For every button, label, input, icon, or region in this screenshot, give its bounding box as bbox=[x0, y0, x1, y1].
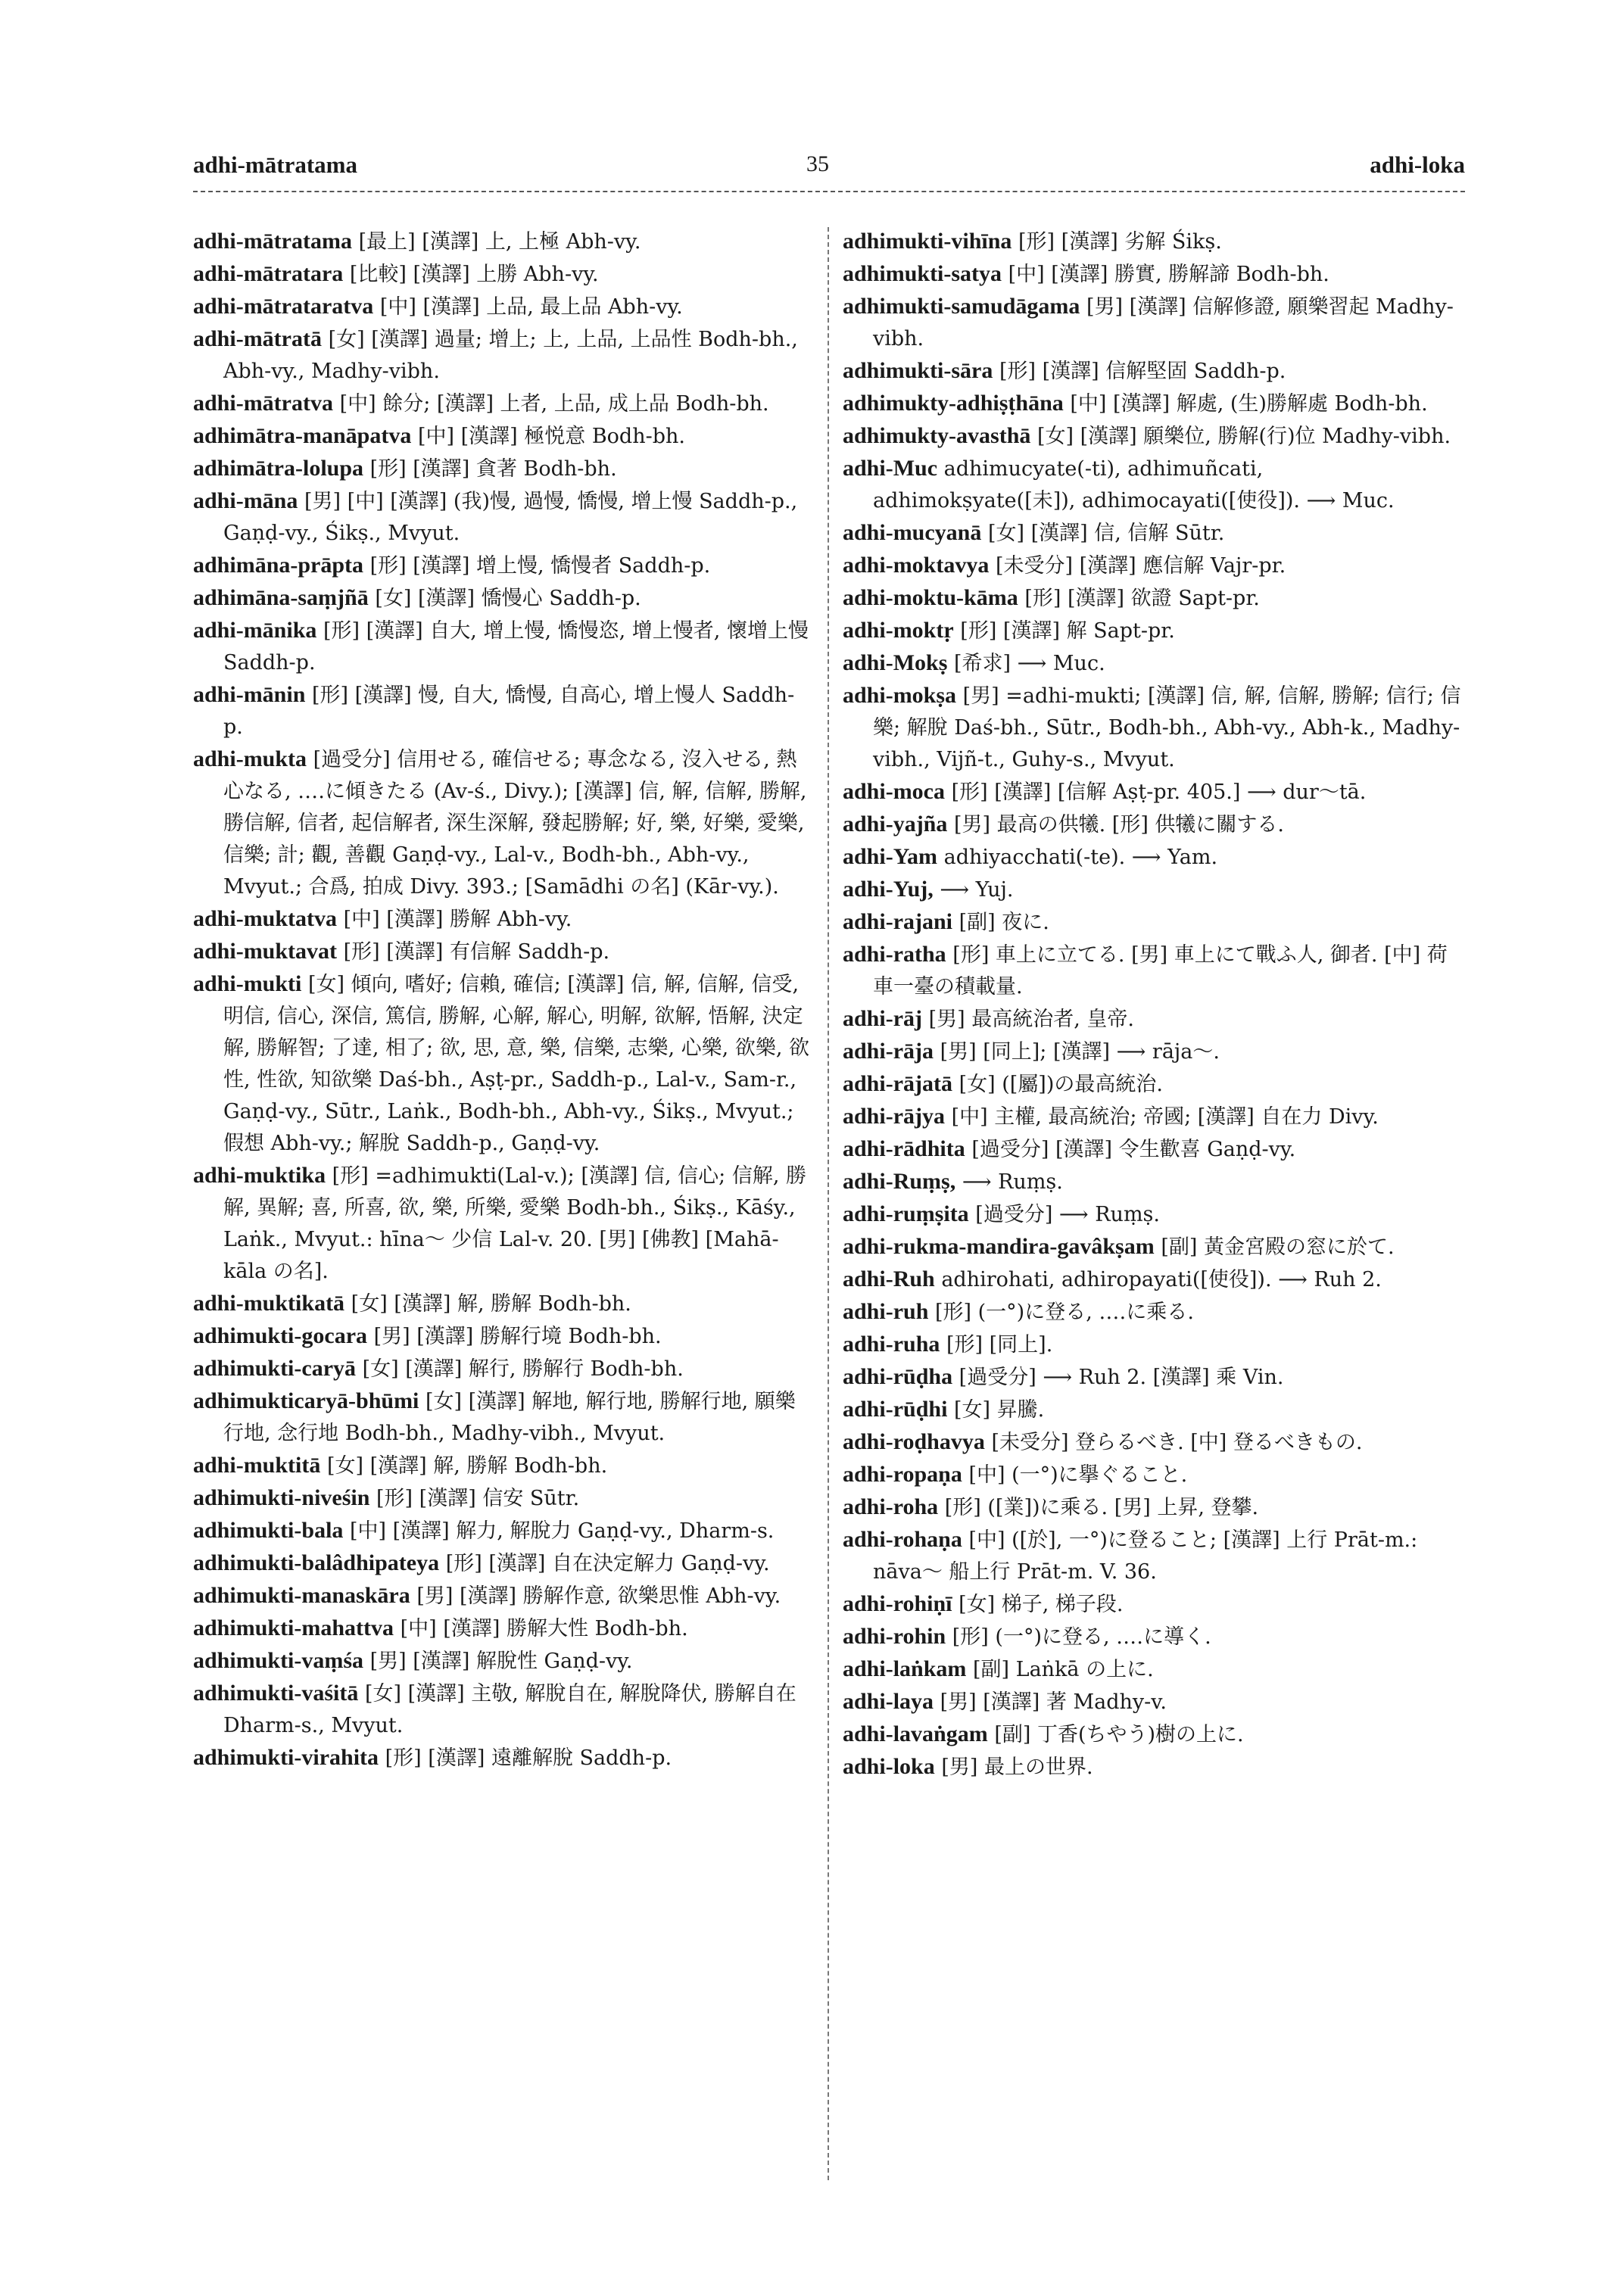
dictionary-entry bbox=[843, 388, 1463, 420]
entry-definition: [男] [漢譯] 解脫性 Gaṇḍ-vy. bbox=[369, 1650, 633, 1673]
entry-definition: [形] [漢譯] 信解堅固 Saddh-p. bbox=[999, 360, 1286, 383]
entry-headword: adhi-mucyanā bbox=[843, 520, 982, 545]
entry-headword: adhi-ropaṇa bbox=[843, 1462, 962, 1487]
entry-headword: adhi-mātratā bbox=[193, 326, 322, 351]
entry-headword: adhimukti-satya bbox=[843, 261, 1002, 286]
entry-definition: [形] [漢譯] 有信解 Saddh-p. bbox=[343, 940, 610, 964]
entry-definition: [女] 傾向, 嗜好; 信賴, 確信; [漢譯] 信, 解, 信解, 信受, 明信, 信心, 深信, 篤信, 勝解, 心解, 解心, 明解, 欲解, 悟解, 決定解, 勝解智; 了達, 相了; 欲, 思, 意, 樂, 信樂, 志樂, 心樂, 欲樂, 欲性, 性欲, 知欲樂 Daś-bh., Aṣṭ-pr., Saddh-p., Lal-v., Sam-r., Gaṇḍ-vy., Sūtr., Laṅk., Bodh-bh., Abh-vy., Śikṣ., Mvyut.; 假想 Abh-vy.; 解脫 Saddh-p., Gaṇḍ-vy. bbox=[223, 973, 810, 1155]
entry-definition: [未受分] [漢譯] 應信解 Vajr-pr. bbox=[995, 554, 1286, 578]
dictionary-entry bbox=[843, 1361, 1463, 1394]
dictionary-entry bbox=[843, 1621, 1463, 1653]
dictionary-entry bbox=[843, 906, 1463, 939]
dictionary-entry bbox=[193, 615, 814, 679]
entry-definition: [形] [漢譯] 遠離解脫 Saddh-p. bbox=[385, 1746, 672, 1770]
entry-definition: [形] [漢譯] [信解 Aṣṭ-pr. 405.] ⟶ dur〜tā. bbox=[951, 780, 1367, 804]
dictionary-entry bbox=[843, 1231, 1463, 1263]
entry-definition: [女] [漢譯] 過量; 增上; 上, 上品, 上品性 Bodh-bh., Abh-vy., Madhy-vibh. bbox=[223, 328, 798, 383]
dictionary-entry bbox=[843, 226, 1463, 258]
entry-definition: [女] [漢譯] 解地, 解行地, 勝解行地, 願樂行地, 念行地 Bodh-bh., Madhy-vibh., Mvyut. bbox=[223, 1390, 796, 1445]
entry-definition: [形] ([業])に乘る. [男] 上昇, 登攀. bbox=[944, 1496, 1259, 1519]
entry-definition: [過受分] [漢譯] 令生歡喜 Gaṇḍ-vy. bbox=[971, 1138, 1296, 1161]
dictionary-entry bbox=[843, 939, 1463, 1003]
dictionary-entry bbox=[843, 680, 1463, 776]
entry-definition: [形] [漢譯] 增上慢, 憍慢者 Saddh-p. bbox=[369, 554, 711, 578]
entry-headword: adhi-rāj bbox=[843, 1006, 922, 1031]
dictionary-entry bbox=[843, 420, 1463, 453]
entry-definition: [形] [漢譯] 自大, 增上慢, 憍慢恣, 增上慢者, 懷增上慢 Saddh-p. bbox=[223, 619, 809, 675]
dictionary-entry bbox=[193, 1678, 814, 1742]
entry-definition: [過受分] ⟶ Ruh 2. [漢譯] 乘 Vin. bbox=[959, 1366, 1284, 1389]
dictionary-entry bbox=[193, 1515, 814, 1547]
entry-definition: [副] 夜に. bbox=[959, 911, 1049, 934]
entry-headword: adhi-rājya bbox=[843, 1104, 945, 1129]
entry-definition: [形] [漢譯] 劣解 Śikṣ. bbox=[1018, 230, 1222, 254]
dictionary-entry bbox=[193, 936, 814, 968]
entry-definition: [男] [漢譯] 著 Madhy-v. bbox=[940, 1690, 1167, 1714]
entry-definition: [中] [漢譯] 上品, 最上品 Abh-vy. bbox=[379, 295, 683, 319]
entry-headword: adhi-roha bbox=[843, 1494, 939, 1519]
entry-definition: [男] =adhi-mukti; [漢譯] 信, 解, 信解, 勝解; 信行; 信樂; 解脫 Daś-bh., Sūtr., Bodh-bh., Abh-vy., Abh-k., Madhy-vibh., Vijñ-t., Guhy-s., Mvyut. bbox=[873, 684, 1461, 771]
dictionary-entry bbox=[193, 1645, 814, 1678]
dictionary-entry bbox=[193, 420, 814, 453]
entry-definition: [過受分] 信用せる, 確信せる; 專念なる, 沒入せる, 熱心なる, ‥‥に傾きたる (Av-ś., Divy.); [漢譯] 信, 解, 信解, 勝解, 勝信解, 信者, 起信解者, 深生深解, 發起勝解; 好, 樂, 好樂, 愛樂, 信樂; 計; 觀, 善觀 Gaṇḍ-vy., Lal-v., Bodh-bh., Abh-vy., Mvyut.; 合爲, 拍成 Divy. 393.; [Samādhi の名] (Kār-vy.). bbox=[223, 748, 807, 899]
dictionary-entry bbox=[193, 1580, 814, 1612]
entry-definition: [男] 最上の世界. bbox=[941, 1756, 1093, 1779]
dictionary-entry bbox=[843, 1686, 1463, 1718]
entry-definition: [形] [漢譯] 解 Sapt-pr. bbox=[960, 619, 1175, 643]
entry-headword: adhimukti-caryā bbox=[193, 1356, 357, 1381]
entry-headword: adhi-moktavya bbox=[843, 553, 990, 578]
entry-definition: [副] 黃金宮殿の窓に於て. bbox=[1161, 1235, 1395, 1259]
entry-headword: adhi-Yam bbox=[843, 844, 938, 869]
dictionary-entry bbox=[193, 1612, 814, 1645]
entry-headword: adhi-rūḍha bbox=[843, 1364, 953, 1389]
entry-headword: adhimukticaryā-bhūmi bbox=[193, 1388, 419, 1413]
entry-definition: [形] [同上]. bbox=[946, 1333, 1053, 1357]
entry-definition: [女] [漢譯] 解行, 勝解行 Bodh-bh. bbox=[362, 1357, 684, 1381]
entry-definition: [男] [同上]; [漢譯] ⟶ rāja〜. bbox=[940, 1040, 1220, 1064]
entry-headword: adhi-yajña bbox=[843, 812, 948, 837]
entry-headword: adhi-rāja bbox=[843, 1039, 934, 1064]
entry-headword: adhi-loka bbox=[843, 1754, 935, 1779]
entry-headword: adhimāna-prāpta bbox=[193, 553, 364, 578]
entry-headword: adhimukti-sāra bbox=[843, 358, 993, 383]
entry-definition: [形] (一°)に登る, ‥‥に導く. bbox=[952, 1625, 1211, 1649]
entry-headword: adhi-Ruṃṣ, bbox=[843, 1169, 956, 1194]
entry-definition: [男] 最高の供犧. [形] 供犧に關する. bbox=[953, 813, 1285, 837]
entry-headword: adhi-muktika bbox=[193, 1163, 326, 1188]
dictionary-entry bbox=[193, 743, 814, 903]
entry-definition: [中] [漢譯] 極悦意 Bodh-bh. bbox=[417, 425, 685, 448]
left-column bbox=[193, 226, 814, 1774]
dictionary-entry bbox=[193, 1482, 814, 1515]
entry-headword: adhi-mātratama bbox=[193, 229, 352, 254]
entry-definition: [形] [漢譯] 信安 Sūtr. bbox=[376, 1487, 580, 1510]
entry-headword: adhimukti-manaskāra bbox=[193, 1583, 410, 1608]
dictionary-entry bbox=[843, 808, 1463, 841]
dictionary-entry bbox=[193, 582, 814, 615]
entry-headword: adhi-rohaṇa bbox=[843, 1527, 962, 1552]
entry-definition: [形] [漢譯] 慢, 自大, 憍慢, 自高心, 增上慢人 Saddh-p. bbox=[223, 684, 795, 739]
dictionary-entry bbox=[193, 291, 814, 323]
entry-definition: [副] 丁香(ちやう)樹の上に. bbox=[994, 1723, 1244, 1746]
entry-headword: adhimukti-vihīna bbox=[843, 229, 1012, 254]
entry-definition: [形] [漢譯] 自在決定解力 Gaṇḍ-vy. bbox=[445, 1552, 770, 1575]
entry-headword: adhimukti-virahita bbox=[193, 1745, 379, 1770]
entry-headword: adhimukti-vaṃśa bbox=[193, 1648, 364, 1673]
entry-headword: adhimukty-avasthā bbox=[843, 423, 1031, 448]
dictionary-entry bbox=[843, 841, 1463, 874]
entry-definition: [形] [漢譯] 欲證 Sapt-pr. bbox=[1024, 587, 1260, 610]
entry-definition: [女] [漢譯] 願樂位, 勝解(行)位 Madhy-vibh. bbox=[1037, 425, 1451, 448]
entry-headword: adhi-muktavat bbox=[193, 939, 338, 964]
entry-headword: adhi-māna bbox=[193, 488, 298, 513]
entry-definition: [女] 昇騰. bbox=[954, 1398, 1045, 1422]
entry-definition: [比較] [漢譯] 上勝 Abh-vy. bbox=[349, 263, 599, 286]
entry-definition: [中] 主權, 最高統治; 帝國; [漢譯] 自在力 Divy. bbox=[951, 1105, 1379, 1129]
entry-definition: [中] [漢譯] 勝實, 勝解諦 Bodh-bh. bbox=[1008, 263, 1329, 286]
dictionary-entry bbox=[843, 453, 1463, 517]
entry-definition: [女] [漢譯] 憍慢心 Saddh-p. bbox=[375, 587, 641, 610]
entry-definition: [男] [漢譯] 勝解行境 Bodh-bh. bbox=[373, 1325, 662, 1348]
entry-headword: adhi-ruṃṣita bbox=[843, 1201, 969, 1226]
dictionary-entry bbox=[843, 1524, 1463, 1588]
entry-headword: adhimātra-lolupa bbox=[193, 456, 364, 481]
page-number: 35 bbox=[806, 151, 829, 176]
entry-definition: [最上] [漢譯] 上, 上極 Abh-vy. bbox=[358, 230, 641, 254]
dictionary-entry bbox=[193, 1742, 814, 1774]
entry-headword: adhimukti-balâdhipateya bbox=[193, 1550, 440, 1575]
entry-headword: adhi-roḍhavya bbox=[843, 1429, 985, 1454]
entry-definition: [女] [漢譯] 主敬, 解脫自在, 解脫降伏, 勝解自在 Dharm-s., Mvyut. bbox=[223, 1682, 796, 1737]
entry-definition: adhiyacchati(-te). ⟶ Yam. bbox=[943, 846, 1218, 869]
dictionary-entry bbox=[843, 776, 1463, 808]
entry-headword: adhimāna-saṃjñā bbox=[193, 585, 369, 610]
entry-definition: ⟶ Yuj. bbox=[940, 878, 1014, 902]
dictionary-entry bbox=[843, 1263, 1463, 1296]
entry-headword: adhi-rājatā bbox=[843, 1071, 952, 1096]
entry-headword: adhi-mātratara bbox=[193, 261, 344, 286]
entry-definition: [男] 最高統治者, 皇帝. bbox=[928, 1008, 1134, 1031]
entry-headword: adhi-muktatva bbox=[193, 906, 338, 931]
entry-headword: adhi-moca bbox=[843, 779, 945, 804]
entry-definition: [希求] ⟶ Muc. bbox=[953, 652, 1105, 675]
entry-headword: adhi-laṅkam bbox=[843, 1656, 967, 1681]
entry-headword: adhi-mānika bbox=[193, 618, 317, 643]
entry-definition: [男] [漢譯] 信解修證, 願樂習起 Madhy-vibh. bbox=[873, 295, 1454, 350]
entry-definition: [女] 梯子, 梯子段. bbox=[959, 1593, 1124, 1616]
dictionary-entry bbox=[843, 1133, 1463, 1166]
entry-headword: adhi-mātrataratva bbox=[193, 294, 374, 319]
dictionary-entry bbox=[843, 1101, 1463, 1133]
dictionary-entry bbox=[843, 1718, 1463, 1751]
entry-definition: [形] =adhimukti(Lal-v.); [漢譯] 信, 信心; 信解, 勝解, 異解; 喜, 所喜, 欲, 樂, 所樂, 愛樂 Bodh-bh., Śikṣ., Kāśy., Laṅk., Mvyut.: hīna〜 少信 Lal-v. 20. [男] [佛教] [Mahā-kāla の名]. bbox=[223, 1164, 807, 1283]
dictionary-entry bbox=[843, 1166, 1463, 1198]
dictionary-entry bbox=[193, 968, 814, 1160]
entry-headword: adhi-muktikatā bbox=[193, 1291, 345, 1316]
dictionary-entry bbox=[193, 226, 814, 258]
entry-headword: adhi-Yuj, bbox=[843, 877, 934, 902]
dictionary-entry bbox=[843, 1394, 1463, 1426]
entry-headword: adhimukti-bala bbox=[193, 1518, 344, 1543]
entry-definition: [形] (一°)に登る, ‥‥に乘る. bbox=[934, 1301, 1194, 1324]
entry-definition: [男] [漢譯] 勝解作意, 欲樂思惟 Abh-vy. bbox=[416, 1584, 781, 1608]
entry-headword: adhimukty-adhiṣṭhāna bbox=[843, 391, 1064, 416]
entry-definition: [形] [漢譯] 貪著 Bodh-bh. bbox=[369, 457, 617, 481]
dictionary-entry bbox=[843, 647, 1463, 680]
dictionary-entry bbox=[193, 1160, 814, 1288]
entry-headword: adhimukti-niveśin bbox=[193, 1485, 370, 1510]
entry-definition: [過受分] ⟶ Ruṃṣ. bbox=[975, 1203, 1160, 1226]
entry-definition: adhimucyate(-ti), adhimuñcati, adhimokṣyate([未]), adhimocayati([使役]). ⟶ Muc. bbox=[873, 457, 1395, 512]
dictionary-entry bbox=[193, 903, 814, 936]
dictionary-entry bbox=[193, 1353, 814, 1385]
entry-headword: adhimātra-manāpatva bbox=[193, 423, 412, 448]
entry-headword: adhi-mukta bbox=[193, 746, 307, 771]
dictionary-entry bbox=[193, 323, 814, 388]
entry-definition: [副] Laṅkā の上に. bbox=[972, 1658, 1154, 1681]
dictionary-entry bbox=[193, 679, 814, 743]
dictionary-entry bbox=[843, 1068, 1463, 1101]
entry-headword: adhi-mānin bbox=[193, 682, 306, 707]
entry-definition: [形] 車上に立てる. [男] 車上にて戰ふ人, 御者. [中] 荷車一臺の積載量. bbox=[873, 943, 1448, 999]
entry-headword: adhimukti-samudāgama bbox=[843, 294, 1080, 319]
column-divider bbox=[828, 227, 829, 2180]
dictionary-entry bbox=[843, 258, 1463, 291]
entry-definition: [中] ([於], 一°)に登ること; [漢譯] 上行 Prāt-m.: nāva〜 船上行 Prāt-m. V. 36. bbox=[873, 1528, 1418, 1584]
entry-headword: adhi-ruh bbox=[843, 1299, 929, 1324]
entry-definition: [男] [中] [漢譯] (我)慢, 過慢, 憍慢, 增上慢 Saddh-p., Gaṇḍ-vy., Śikṣ., Mvyut. bbox=[223, 490, 798, 545]
entry-definition: [中] [漢譯] 解處, (生)勝解處 Bodh-bh. bbox=[1070, 392, 1428, 416]
left-running-headword: adhi-mātratama bbox=[193, 151, 357, 178]
dictionary-entry bbox=[843, 1751, 1463, 1784]
entry-definition: [中] [漢譯] 解力, 解脫力 Gaṇḍ-vy., Dharm-s. bbox=[350, 1519, 775, 1543]
dictionary-entry bbox=[843, 615, 1463, 647]
entry-definition: [女] [漢譯] 信, 信解 Sūtr. bbox=[987, 522, 1225, 545]
dictionary-entry bbox=[193, 258, 814, 291]
right-running-headword: adhi-loka bbox=[1370, 151, 1465, 178]
dictionary-entry bbox=[193, 1450, 814, 1482]
dictionary-entry bbox=[843, 291, 1463, 355]
entry-headword: adhi-mokṣa bbox=[843, 683, 957, 708]
dictionary-entry bbox=[843, 1491, 1463, 1524]
dictionary-entry bbox=[843, 550, 1463, 582]
entry-definition: [中] [漢譯] 勝解 Abh-vy. bbox=[343, 908, 572, 931]
dictionary-entry bbox=[843, 355, 1463, 388]
entry-definition: [未受分] 登らるべき. [中] 登るべきもの. bbox=[991, 1431, 1363, 1454]
dictionary-entry bbox=[193, 485, 814, 550]
entry-headword: adhi-mātratva bbox=[193, 391, 333, 416]
entry-headword: adhi-laya bbox=[843, 1689, 934, 1714]
right-column bbox=[843, 226, 1463, 1784]
entry-headword: adhi-Muc bbox=[843, 456, 938, 481]
entry-headword: adhi-muktitā bbox=[193, 1453, 321, 1478]
entry-headword: adhi-rukma-mandira-gavâkṣam bbox=[843, 1234, 1155, 1259]
entry-headword: adhi-ratha bbox=[843, 942, 946, 967]
dictionary-entry bbox=[193, 1385, 814, 1450]
entry-headword: adhi-ruha bbox=[843, 1332, 940, 1357]
dictionary-entry bbox=[843, 1198, 1463, 1231]
dictionary-entry bbox=[843, 1036, 1463, 1068]
dictionary-entry bbox=[843, 874, 1463, 906]
entry-headword: adhi-rajani bbox=[843, 909, 953, 934]
dictionary-entry bbox=[193, 1320, 814, 1353]
entry-headword: adhi-rūḍhi bbox=[843, 1397, 948, 1422]
entry-definition: [女] [漢譯] 解, 勝解 Bodh-bh. bbox=[351, 1292, 631, 1316]
entry-headword: adhi-mukti bbox=[193, 971, 302, 996]
entry-definition: adhirohati, adhiropayati([使役]). ⟶ Ruh 2. bbox=[941, 1268, 1382, 1291]
entry-headword: adhi-moktu-kāma bbox=[843, 585, 1018, 610]
dictionary-entry bbox=[843, 1003, 1463, 1036]
entry-headword: adhimukti-gocara bbox=[193, 1323, 368, 1348]
entry-definition: [中] [漢譯] 勝解大性 Bodh-bh. bbox=[400, 1617, 688, 1640]
entry-headword: adhi-rohin bbox=[843, 1624, 946, 1649]
entry-definition: [女] [漢譯] 解, 勝解 Bodh-bh. bbox=[326, 1454, 608, 1478]
entry-definition: [女] ([屬])の最高統治. bbox=[959, 1073, 1163, 1096]
entry-headword: adhi-lavaṅgam bbox=[843, 1721, 988, 1746]
running-header bbox=[193, 151, 1465, 197]
entry-headword: adhi-rādhita bbox=[843, 1136, 965, 1161]
dictionary-entry bbox=[843, 1459, 1463, 1491]
entry-definition: ⟶ Ruṃṣ. bbox=[962, 1170, 1063, 1194]
dictionary-entry bbox=[843, 1426, 1463, 1459]
entry-definition: [中] (一°)に擧ぐること. bbox=[968, 1463, 1188, 1487]
header-rule bbox=[193, 191, 1465, 192]
dictionary-entry bbox=[843, 517, 1463, 550]
entry-headword: adhimukti-mahattva bbox=[193, 1615, 394, 1640]
dictionary-entry bbox=[843, 1588, 1463, 1621]
dictionary-entry bbox=[193, 1288, 814, 1320]
dictionary-entry bbox=[193, 453, 814, 485]
dictionary-entry bbox=[843, 1296, 1463, 1329]
entry-headword: adhi-Mokṣ bbox=[843, 650, 948, 675]
entry-headword: adhimukti-vaśitā bbox=[193, 1681, 359, 1706]
dictionary-entry bbox=[843, 1653, 1463, 1686]
entry-headword: adhi-Ruh bbox=[843, 1266, 935, 1291]
entry-headword: adhi-moktṛ bbox=[843, 618, 954, 643]
dictionary-entry bbox=[193, 388, 814, 420]
dictionary-entry bbox=[193, 550, 814, 582]
entry-definition: [中] 餘分; [漢譯] 上者, 上品, 成上品 Bodh-bh. bbox=[339, 392, 769, 416]
dictionary-entry bbox=[843, 582, 1463, 615]
dictionary-entry bbox=[843, 1329, 1463, 1361]
entry-headword: adhi-rohiṇī bbox=[843, 1591, 952, 1616]
dictionary-entry bbox=[193, 1547, 814, 1580]
